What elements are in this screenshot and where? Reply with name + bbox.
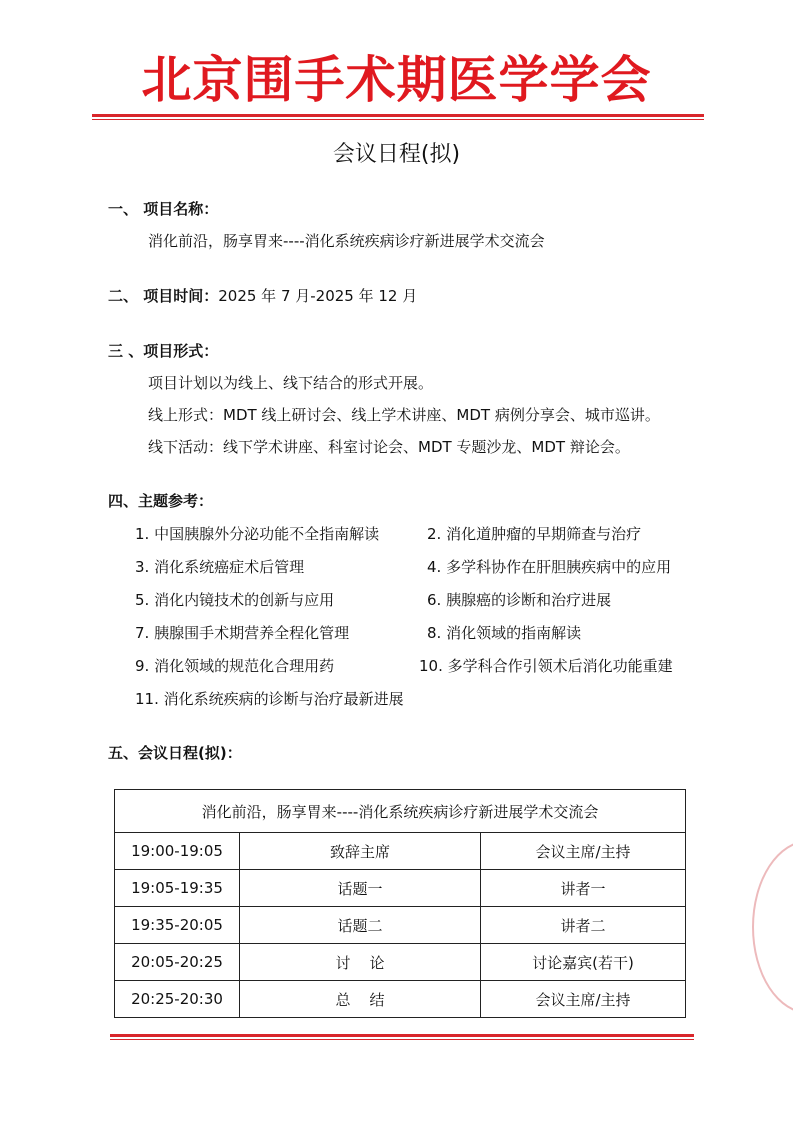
- schedule-activity: 总 结: [240, 981, 481, 1018]
- topic-item: 10. 多学科合作引领术后消化功能重建: [419, 657, 673, 675]
- schedule-person: 会议主席/主持: [481, 833, 686, 870]
- organization-title: 北京围手术期医学学会: [141, 50, 652, 109]
- footer-rule-thin: [110, 1039, 694, 1040]
- schedule-activity: 话题一: [240, 870, 481, 907]
- table-title: 消化前沿，肠享胃来----消化系统疾病诊疗新进展学术交流会: [115, 790, 686, 833]
- header-rule-thin: [92, 119, 704, 120]
- schedule-time: 20:25-20:30: [115, 981, 240, 1018]
- topic-item: 2. 消化道肿瘤的早期筛查与治疗: [427, 525, 642, 543]
- section-time: [108, 285, 417, 307]
- table-row: [115, 907, 686, 944]
- schedule-person: 讲者一: [481, 870, 686, 907]
- section-topics-heading: 四、主题参考：: [108, 492, 214, 510]
- topic-item: 5. 消化内镜技术的创新与应用: [135, 591, 335, 609]
- schedule-time: 19:00-19:05: [115, 833, 240, 870]
- schedule-person: 讲者二: [481, 907, 686, 944]
- seal-stamp-icon: [752, 840, 793, 1014]
- schedule-time: 20:05-20:25: [115, 944, 240, 981]
- project-name-text: 消化前沿，肠享胃来----消化系统疾病诊疗新进展学术交流会: [148, 232, 545, 250]
- section-schedule-heading: 五、会议日程(拟)：: [108, 744, 242, 762]
- schedule-activity: 致辞主席: [240, 833, 481, 870]
- format-line: 线下活动：线下学术讲座、科室讨论会、MDT 专题沙龙、MDT 辩论会。: [148, 438, 630, 456]
- schedule-time: 19:35-20:05: [115, 907, 240, 944]
- section-name-heading: 一、 项目名称：: [108, 200, 219, 218]
- schedule-table: [114, 789, 686, 1018]
- schedule-time: 19:05-19:35: [115, 870, 240, 907]
- schedule-person: 会议主席/主持: [481, 981, 686, 1018]
- schedule-person: 讨论嘉宾(若干): [481, 944, 686, 981]
- topic-item: 9. 消化领域的规范化合理用药: [135, 657, 335, 675]
- table-header-row: [115, 790, 686, 833]
- format-line: 项目计划以为线上、线下结合的形式开展。: [148, 374, 434, 392]
- project-time-value: 2025 年 7 月-2025 年 12 月: [218, 287, 418, 305]
- footer-rule-thick: [110, 1034, 694, 1037]
- format-line: 线上形式：MDT 线上研讨会、线上学术讲座、MDT 病例分享会、城市巡讲。: [148, 406, 660, 424]
- topic-item: 1. 中国胰腺外分泌功能不全指南解读: [135, 525, 380, 543]
- topic-item: 11. 消化系统疾病的诊断与治疗最新进展: [135, 690, 404, 708]
- topic-item: 4. 多学科协作在肝胆胰疾病中的应用: [427, 558, 672, 576]
- table-row: [115, 833, 686, 870]
- topic-item: 3. 消化系统癌症术后管理: [135, 558, 305, 576]
- table-row: [115, 944, 686, 981]
- schedule-activity: 讨 论: [240, 944, 481, 981]
- topic-item: 8. 消化领域的指南解读: [427, 624, 582, 642]
- section-time-heading: 二、 项目时间：: [108, 287, 219, 305]
- topic-item: 6. 胰腺癌的诊断和治疗进展: [427, 591, 612, 609]
- header-rule-thick: [92, 114, 704, 117]
- table-row: [115, 870, 686, 907]
- schedule-activity: 话题二: [240, 907, 481, 944]
- document-title: 会议日程(拟): [332, 142, 461, 167]
- section-format-heading: 三 、项目形式：: [108, 342, 219, 360]
- table-row: [115, 981, 686, 1018]
- topic-item: 7. 胰腺围手术期营养全程化管理: [135, 624, 350, 642]
